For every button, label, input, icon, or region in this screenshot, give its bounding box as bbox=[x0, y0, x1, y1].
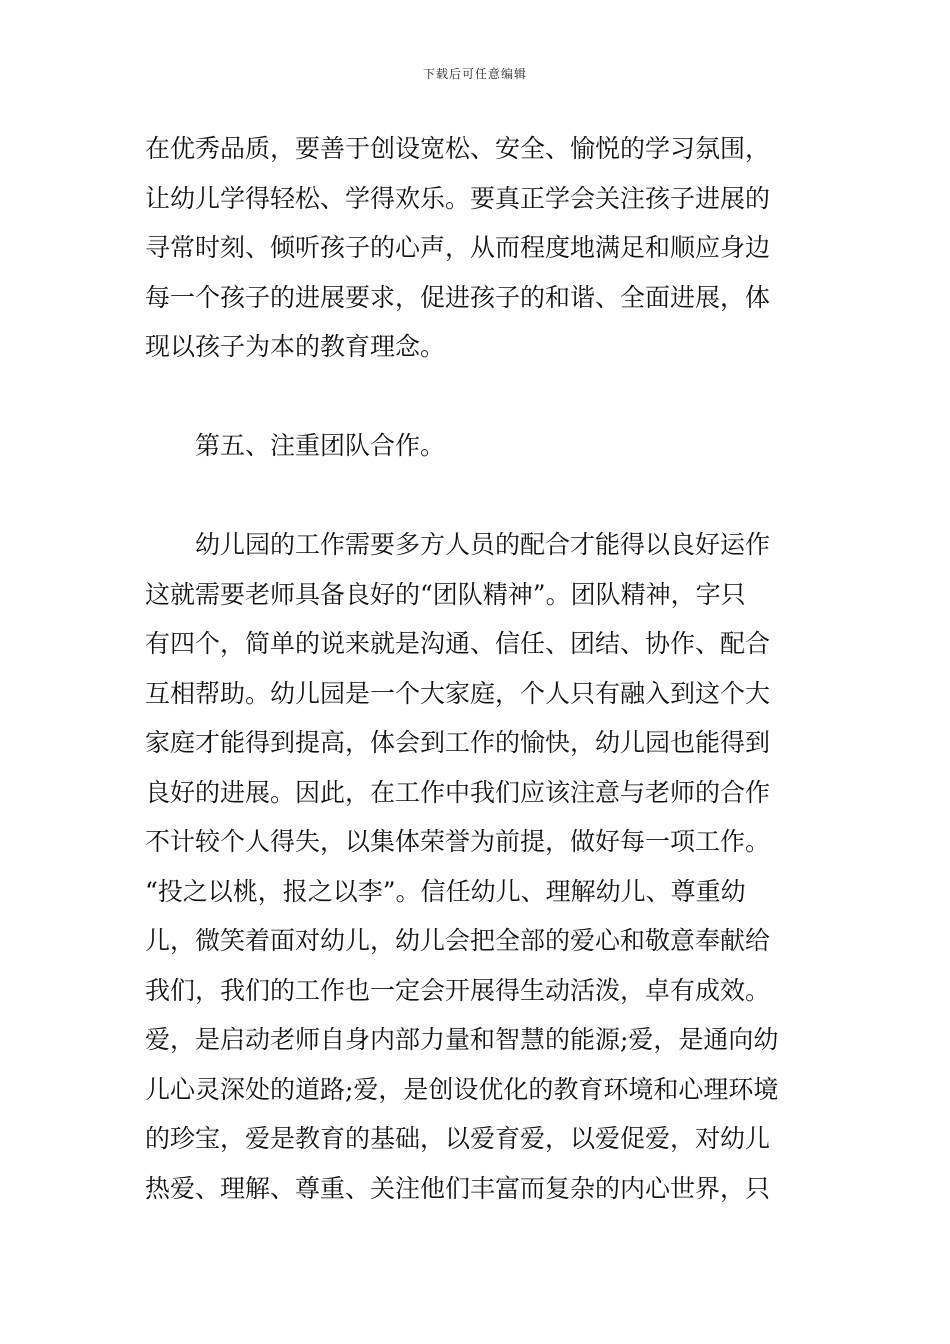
paragraph bbox=[145, 124, 810, 372]
text-line: 家庭才能得到提高，体会到工作的愉快，幼儿园也能得到 bbox=[145, 728, 771, 757]
paragraph-gap bbox=[145, 372, 810, 422]
text-line: 幼儿园的工作需要多方人员的配合才能得以良好运作 bbox=[195, 530, 771, 559]
text-line: “投之以桃，报之以李”。信任幼儿、理解幼儿、尊重幼 bbox=[145, 876, 746, 906]
text-line: 现以孩子为本的教育理念。 bbox=[145, 332, 446, 361]
text-line: 爱，是启动老师自身内部力量和智慧的能源;爱，是通向幼 bbox=[145, 1025, 779, 1054]
text-line: 第五、注重团队合作。 bbox=[195, 431, 446, 460]
text-line: 每一个孩子的进展要求，促进孩子的和谐、全面进展，体 bbox=[145, 282, 771, 312]
paragraph bbox=[145, 520, 810, 1213]
page-header: 下载后可任意编辑 bbox=[422, 67, 527, 81]
text-line: 这就需要老师具备良好的“团队精神”。团队精神，字只 bbox=[145, 579, 746, 609]
text-line: 的珍宝，爱是教育的基础，以爱育爱，以爱促爱，对幼儿 bbox=[145, 1124, 771, 1153]
text-line: 儿心灵深处的道路;爱，是创设优化的教育环境和心理环境 bbox=[145, 1074, 779, 1104]
section-heading bbox=[145, 421, 810, 471]
document-body bbox=[145, 124, 810, 1213]
paragraph-gap bbox=[145, 471, 810, 521]
text-line: 在优秀品质，要善于创设宽松、安全、愉悦的学习氛围， bbox=[145, 134, 771, 163]
text-line: 让幼儿学得轻松、学得欢乐。要真正学会关注孩子进展的 bbox=[145, 183, 771, 213]
text-line: 儿，微笑着面对幼儿，幼儿会把全部的爱心和敬意奉献给 bbox=[145, 926, 771, 955]
text-line: 寻常时刻、倾听孩子的心声，从而程度地满足和顺应身边 bbox=[145, 233, 771, 262]
text-line: 良好的进展。因此，在工作中我们应该注意与老师的合作 bbox=[145, 777, 771, 807]
text-line: 有四个，简单的说来就是沟通、信任、团结、协作、配合 bbox=[145, 629, 771, 658]
text-line: 互相帮助。幼儿园是一个大家庭，个人只有融入到这个大 bbox=[145, 678, 771, 708]
text-line: 不计较个人得失，以集体荣誉为前提，做好每一项工作。 bbox=[145, 827, 771, 856]
text-line: 热爱、理解、尊重、关注他们丰富而复杂的内心世界，只 bbox=[145, 1173, 771, 1203]
text-line: 我们，我们的工作也一定会开展得生动活泼，卓有成效。 bbox=[145, 975, 771, 1005]
